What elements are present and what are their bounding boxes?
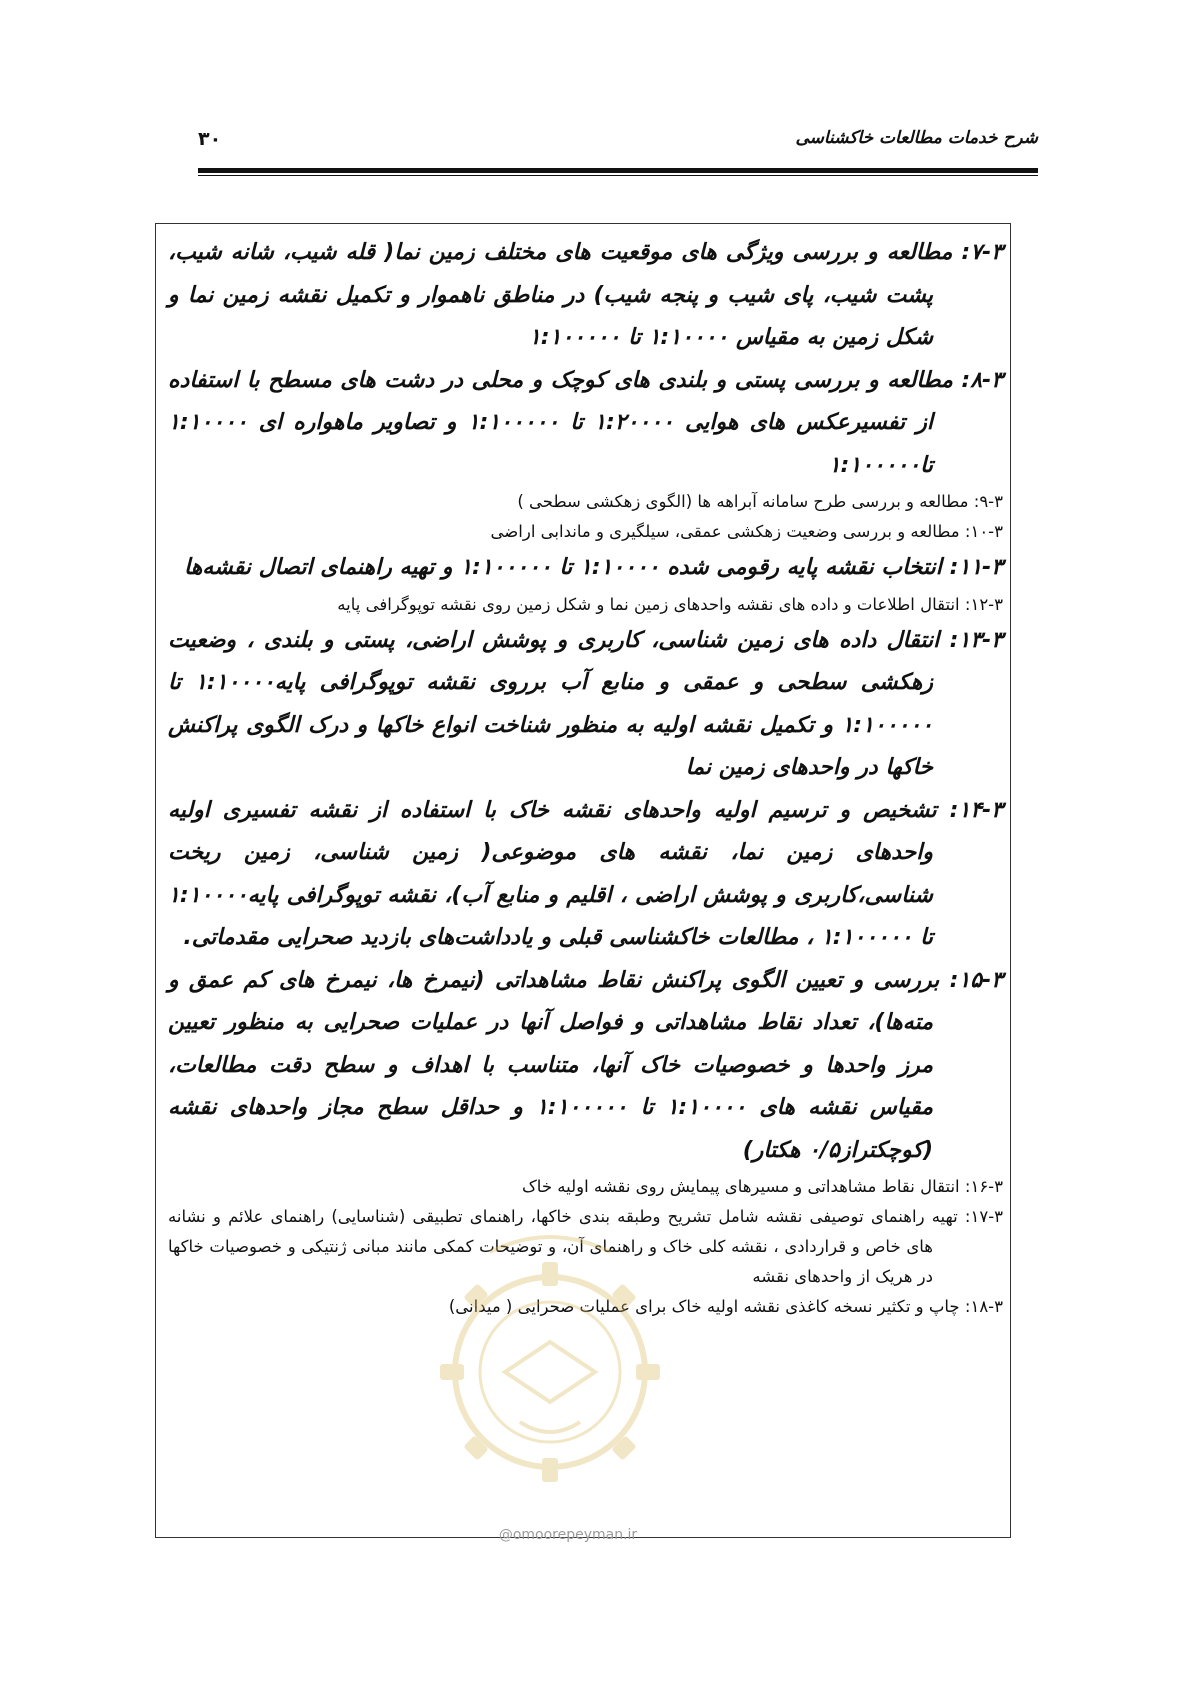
item-number: ۱۷-۳: xyxy=(964,1207,1004,1226)
item-number: ۱۴-۳: xyxy=(949,797,1003,823)
list-item xyxy=(168,517,1003,547)
service-list xyxy=(168,232,1003,1322)
item-text: انتقال نقاط مشاهداتی و مسیرهای پیمایش روی نقشه اولیه خاک xyxy=(522,1177,960,1196)
page-header xyxy=(198,120,1038,160)
item-number: ۷-۳: xyxy=(961,240,1003,265)
list-item xyxy=(168,790,1003,960)
item-number: ۱۲-۳: xyxy=(964,594,1003,614)
item-number: ۱۱-۳: xyxy=(949,555,1003,580)
list-item xyxy=(168,487,1003,517)
item-text: انتخاب نقشه پایه رقومی شده ۱:۱۰۰۰۰ تا ۱:۱۰۰۰۰۰ و تهیه راهنمای اتصال نقشه‌ها xyxy=(183,555,942,580)
item-text: انتقال اطلاعات و داده های نقشه واحدهای زمین نما و شکل زمین روی نقشه توپوگرافی پایه xyxy=(337,594,960,614)
item-number: ۱۰-۳: xyxy=(964,522,1003,541)
list-item xyxy=(168,360,1003,488)
gear-seal-icon xyxy=(420,1232,680,1492)
item-number: ۱۳-۳: xyxy=(949,627,1003,653)
item-text: چاپ و تکثیر نسخه کاغذی نقشه اولیه خاک برای عملیات صحرایی ( میدانی) xyxy=(448,1297,960,1316)
list-item xyxy=(168,547,1003,590)
list-item xyxy=(168,1172,1003,1202)
item-number: ۱۸-۳: xyxy=(964,1297,1003,1316)
running-title: شرح خدمات مطالعات خاکشناسی xyxy=(795,128,1038,148)
watermark-seal xyxy=(420,1232,680,1492)
list-item xyxy=(168,620,1003,790)
header-rule xyxy=(198,168,1038,173)
list-item xyxy=(168,232,1003,360)
list-item xyxy=(168,590,1003,620)
list-item xyxy=(168,960,1003,1173)
item-number: ۱۶-۳: xyxy=(964,1177,1003,1196)
item-text: مطالعه و بررسی ویژگی های موقعیت های مختلف زمین نما( قله شیب، شانه شیب، پشت شیب، پای شیب و پنجه شیب) در مناطق ناهموار و تکمیل نقشه زمین نما و شکل زمین به مقیاس ۱:۱۰۰۰۰ تا ۱:۱۰۰۰۰۰ xyxy=(168,240,953,350)
item-text: مطالعه و بررسی طرح سامانه آبراهه ها (الگوی زهکشی سطحی ) xyxy=(517,492,969,511)
item-number: ۹-۳: xyxy=(973,492,1003,511)
item-text: انتقال داده های زمین شناسی، کاربری و پوشش اراضی، پستی و بلندی ، وضعیت زهکشی سطحی و عمقی و منابع آب برروی نقشه توپوگرافی پایه۱:۱۰۰۰۰ تا ۱:۱۰۰۰۰۰ و تکمیل نقشه اولیه به منظور شناخت انواع خاکها و درک الگوی پراکنش خاکها در واحدهای زمین نما xyxy=(168,627,940,780)
item-text: تشخیص و ترسیم اولیه واحدهای نقشه خاک با استفاده از نقشه تفسیری اولیه واحدهای زمین نما، نقشه های موضوعی( زمین شناسی، زمین ریخت شناسی،کاربری و پوشش اراضی ، اقلیم و منابع آب)، نقشه توپوگرافی پایه۱:۱۰۰۰۰ تا ۱:۱۰۰۰۰۰ ، مطالعات خاکشناسی قبلی و یادداشت‌های بازدید صحرایی مقدماتی. xyxy=(168,797,937,950)
item-text: بررسی و تعیین الگوی پراکنش نقاط مشاهداتی (نیمرخ ها، نیمرخ های کم عمق و مته‌ها)، تعداد نقاط مشاهداتی و فواصل آنها در عملیات صحرایی به منظور تعیین مرز واحدها و خصوصیات خاک آنها، متناسب با اهداف و سطح دقت مطالعات، مقیاس نقشه های ۱:۱۰۰۰۰ تا ۱:۱۰۰۰۰۰ و حداقل سطح مجاز واحدهای نقشه (کوچکتراز۰/۵ هکتار) xyxy=(168,967,940,1163)
watermark-url: @omoorepeyman.ir xyxy=(498,1527,638,1543)
page-number: ۳۰ xyxy=(198,128,222,150)
header-rule-thin xyxy=(198,175,1038,176)
item-text: مطالعه و بررسی پستی و بلندی های کوچک و محلی در دشت های مسطح با استفاده از تفسیرعکس های هوایی ۱:۲۰۰۰۰ تا ۱:۱۰۰۰۰۰ و تصاویر ماهواره ای ۱:۱۰۰۰۰ تا۱:۱۰۰۰۰۰ xyxy=(168,367,953,478)
item-text: مطالعه و بررسی وضعیت زهکشی عمقی، سیلگیری و ماندابی اراضی xyxy=(490,522,960,541)
item-number: ۱۵-۳: xyxy=(949,967,1003,993)
item-number: ۸-۳: xyxy=(961,367,1003,393)
item-text: تهیه راهنمای توصیفی نقشه شامل تشریح وطبقه بندی خاکها، راهنمای تطبیقی (شناسایی) راهنمای علائم و نشانه های خاص و قراردادی ، نقشه کلی خاک و راهنمای آن، و توضیحات کمکی مانند مبانی ژنتیکی و خصوصیات خاکها در هریک از واحدهای نقشه xyxy=(168,1207,958,1286)
